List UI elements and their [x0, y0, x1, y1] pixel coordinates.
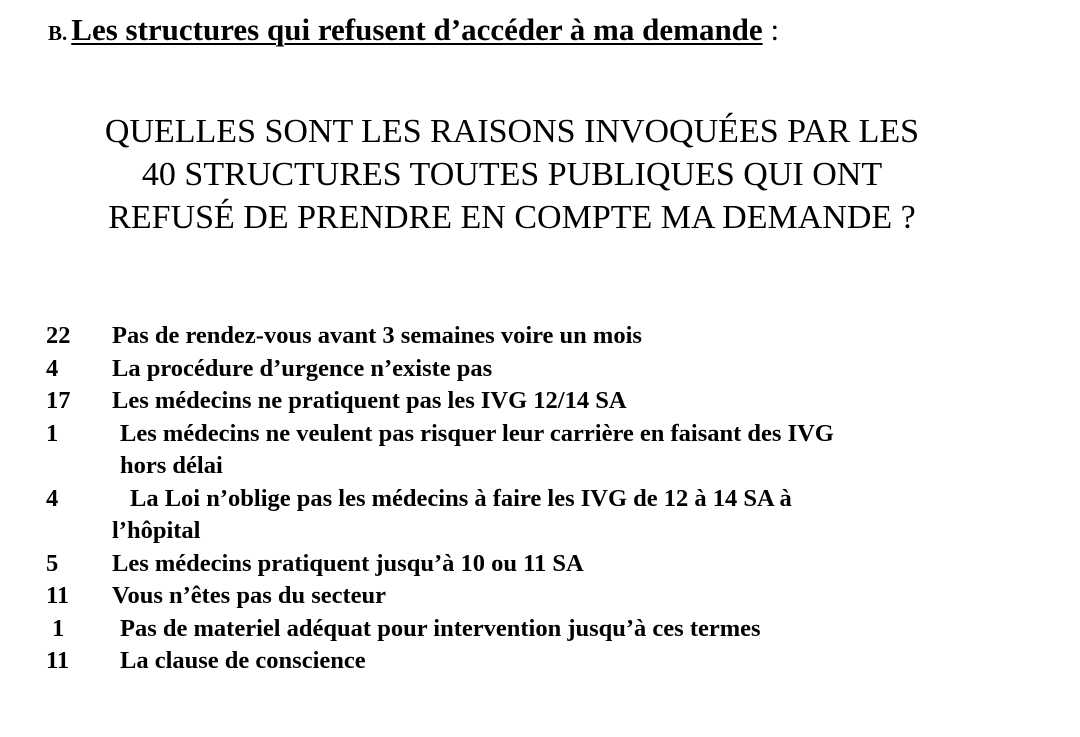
reason-item [46, 385, 1006, 418]
question-line-1: QUELLES SONT LES RAISONS INVOQUÉES PAR LES [104, 113, 920, 150]
reason-text: La procédure d’urgence n’existe pas [112, 354, 493, 382]
section-heading [48, 12, 779, 48]
reason-text-line-2: hors délai [120, 452, 223, 479]
reasons-list [46, 320, 1006, 678]
reason-item [46, 645, 1006, 678]
reason-count: 1 [52, 614, 65, 642]
section-title: Les structures qui refusent d’accéder à ma demande [71, 12, 763, 47]
reason-item [46, 548, 1006, 581]
reason-item [46, 353, 1006, 386]
reason-count: 5 [46, 549, 59, 577]
reason-item [46, 613, 1006, 646]
question-line-3: REFUSÉ DE PRENDRE EN COMPTE MA DEMANDE ? [108, 199, 916, 236]
question-line-2: 40 STRUCTURES TOUTES PUBLIQUES QUI ONT [141, 156, 883, 193]
reason-text: Vous n’êtes pas du secteur [112, 582, 387, 609]
reason-item [46, 580, 1006, 613]
reason-text: Pas de materiel adéquat pour intervention jusqu’à ces termes [120, 614, 761, 642]
reason-text-line-1: La Loi n’oblige pas les médecins à faire les IVG de 12 à 14 SA à [130, 484, 792, 512]
section-prefix: B. [48, 21, 68, 45]
question-heading [0, 110, 1024, 239]
reason-text: La clause de conscience [120, 647, 366, 674]
reason-text: Pas de rendez-vous avant 3 semaines voire un mois [112, 322, 642, 349]
reason-count: 1 [46, 419, 59, 447]
reason-text-line-1: Les médecins ne veulent pas risquer leur carrière en faisant des IVG [120, 419, 834, 447]
reason-count: 11 [46, 582, 70, 609]
reason-item [46, 483, 1006, 548]
reason-item [46, 418, 1006, 483]
reason-text-line-2: l’hôpital [112, 517, 201, 544]
reason-count: 17 [46, 387, 71, 414]
section-colon: : [762, 12, 780, 47]
reason-count: 22 [46, 322, 71, 349]
reason-text: Les médecins ne pratiquent pas les IVG 12/14 SA [112, 387, 627, 414]
reason-text: Les médecins pratiquent jusqu’à 10 ou 11 SA [112, 549, 584, 577]
reason-count: 4 [46, 484, 59, 512]
reason-count: 11 [46, 647, 70, 674]
reason-count: 4 [46, 354, 59, 382]
reason-item [46, 320, 1006, 353]
